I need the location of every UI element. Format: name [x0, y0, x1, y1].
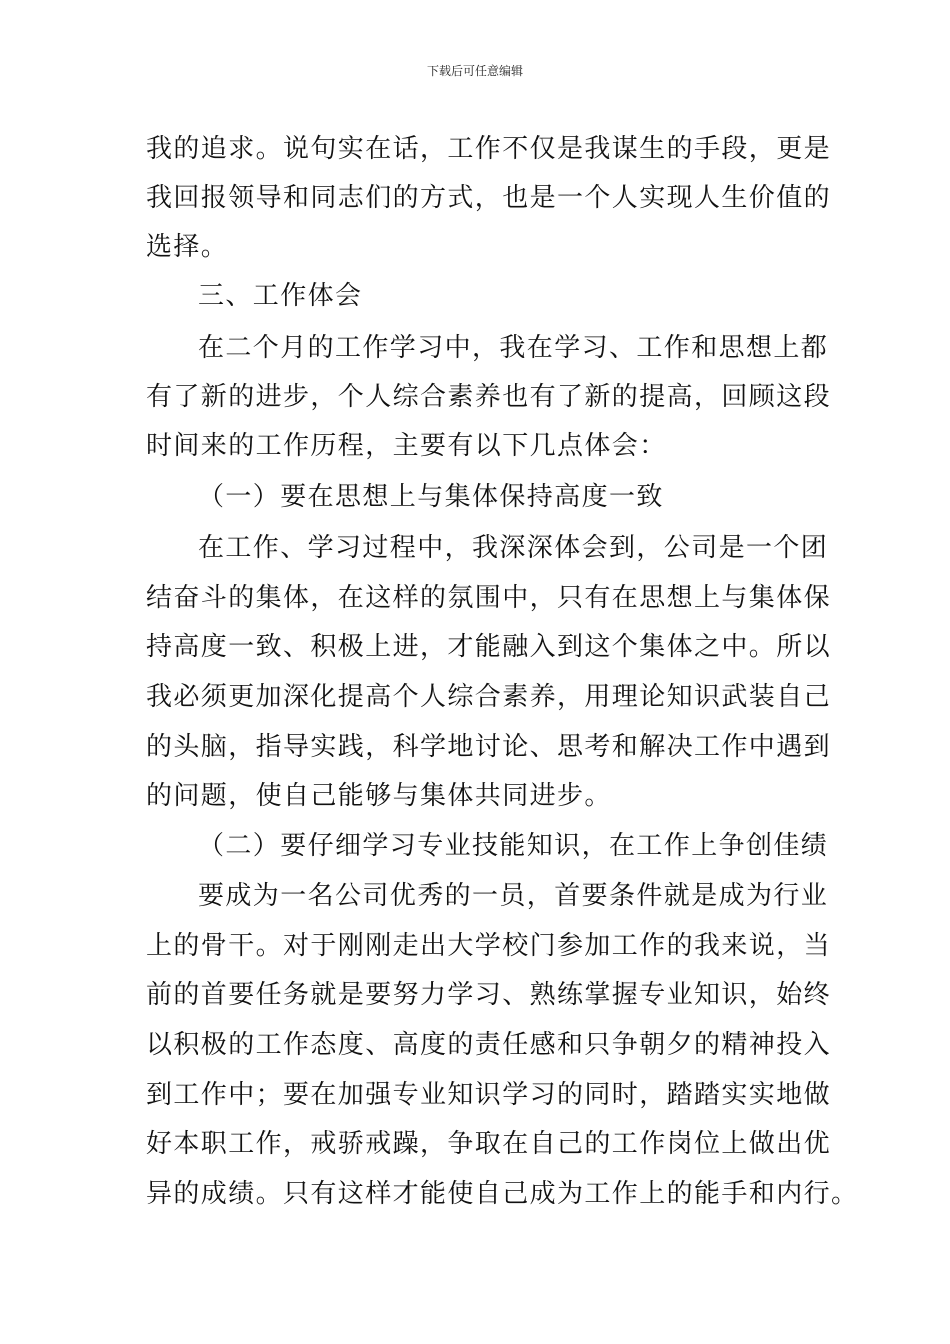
text-line: 我的追求。说句实在话，工作不仅是我谋生的手段，更是	[146, 134, 832, 164]
text-line: 在二个月的工作学习中，我在学习、工作和思想上都	[198, 333, 829, 363]
section-heading: 三、工作体会	[198, 281, 363, 311]
text-line: 结奋斗的集体，在这样的氛围中，只有在思想上与集体保	[146, 583, 832, 613]
text-line: 的问题，使自己能够与集体共同进步。	[146, 781, 612, 811]
text-line: 异的成绩。只有这样才能使自己成为工作上的能手和内行。	[146, 1179, 859, 1209]
text-line: 上的骨干。对于刚刚走出大学校门参加工作的我来说，当	[146, 931, 832, 961]
subsection-heading: （一）要在思想上与集体保持高度一致	[198, 482, 664, 512]
text-line: 选择。	[146, 232, 229, 262]
text-line: 前的首要任务就是要努力学习、熟练掌握专业知识，始终	[146, 980, 832, 1010]
text-line: 要成为一名公司优秀的一员，首要条件就是成为行业	[198, 881, 829, 911]
text-line: 时间来的工作历程，主要有以下几点体会：	[146, 431, 667, 461]
text-line: 以积极的工作态度、高度的责任感和只争朝夕的精神投入	[146, 1030, 832, 1060]
text-line: 的头脑，指导实践，科学地讨论、思考和解决工作中遇到	[146, 732, 832, 762]
text-line: 在工作、学习过程中，我深深体会到，公司是一个团	[198, 533, 829, 563]
text-line: 好本职工作，戒骄戒躁，争取在自己的工作岗位上做出优	[146, 1129, 832, 1159]
text-line: 有了新的进步，个人综合素养也有了新的提高，回顾这段	[146, 382, 832, 412]
text-line: 持高度一致、积极上进，才能融入到这个集体之中。所以	[146, 632, 832, 662]
text-line: 到工作中；要在加强专业知识学习的同时，踏踏实实地做	[146, 1080, 832, 1110]
page-header: 下载后可任意编辑	[426, 64, 523, 78]
text-line: 我回报领导和同志们的方式，也是一个人实现人生价值的	[146, 183, 832, 213]
text-line: 我必须更加深化提高个人综合素养，用理论知识武装自己	[146, 682, 832, 712]
subsection-heading: （二）要仔细学习专业技能知识，在工作上争创佳绩	[198, 831, 829, 861]
